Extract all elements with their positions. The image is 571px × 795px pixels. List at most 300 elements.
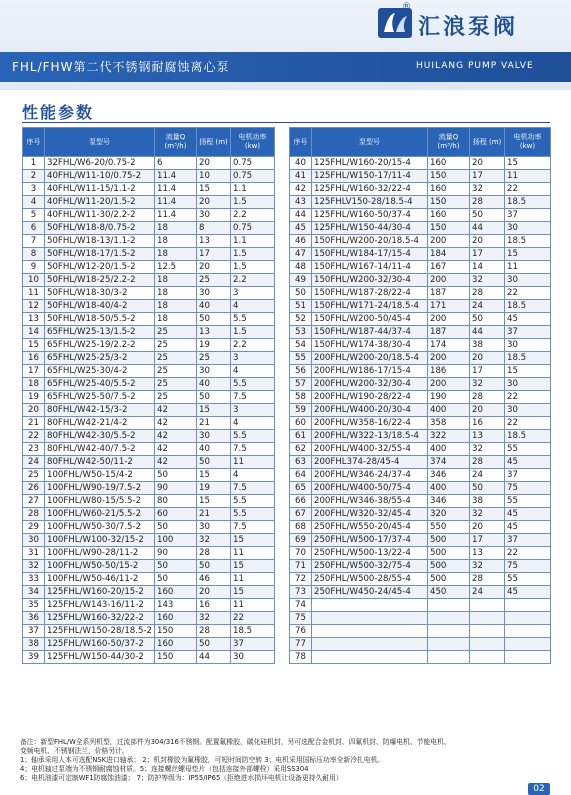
- table-cell: 28: [470, 196, 505, 209]
- table-cell: 24: [23, 456, 45, 469]
- table-cell: 46: [290, 235, 312, 248]
- table-row: [290, 599, 551, 612]
- product-title: FHL/FHW第二代不锈钢耐腐蚀离心泵: [12, 60, 230, 74]
- registered-mark: ®: [402, 2, 411, 12]
- table-cell: [428, 612, 470, 625]
- table-cell: 125FHLV150-28/18.5-4: [312, 196, 428, 209]
- table-cell: 100: [155, 534, 197, 547]
- table-row: [290, 651, 551, 664]
- table-cell: 200FHL/W320-32/45-4: [312, 508, 428, 521]
- table-cell: 22: [23, 430, 45, 443]
- table-row: [23, 183, 275, 196]
- table-cell: [428, 651, 470, 664]
- table-cell: 160: [428, 183, 470, 196]
- table-cell: 50: [155, 521, 197, 534]
- table-cell: 40FHL/W11-15/1.1-2: [45, 183, 155, 196]
- table-row: [23, 170, 275, 183]
- table-cell: 187: [428, 287, 470, 300]
- table-cell: 38: [470, 495, 505, 508]
- table-cell: 50: [155, 573, 197, 586]
- table-cell: 32: [470, 508, 505, 521]
- table-row: [290, 443, 551, 456]
- table-cell: 65: [290, 482, 312, 495]
- table-cell: 75: [290, 612, 312, 625]
- table-cell: 53: [290, 326, 312, 339]
- table-cell: 42: [290, 183, 312, 196]
- table-cell: 50: [290, 287, 312, 300]
- table-cell: 13: [197, 326, 231, 339]
- table-cell: 200FHL374-28/45-4: [312, 456, 428, 469]
- table-cell: 90: [155, 547, 197, 560]
- table-cell: 50FHL/W18-13/1.1-2: [45, 235, 155, 248]
- table-row: [290, 248, 551, 261]
- table-cell: 13: [470, 430, 505, 443]
- table-cell: 125FHL/W160-32/22-4: [312, 183, 428, 196]
- table-cell: 200FHL/W346-38/55-4: [312, 495, 428, 508]
- table-row: [290, 196, 551, 209]
- table-cell: 13: [197, 235, 231, 248]
- table-cell: 17: [197, 248, 231, 261]
- table-cell: 200FHL/W200-20/18.5-4: [312, 352, 428, 365]
- table-cell: 28: [470, 287, 505, 300]
- table-cell: 30: [197, 365, 231, 378]
- table-cell: 15: [197, 183, 231, 196]
- table-row: [23, 313, 275, 326]
- table-cell: 67: [290, 508, 312, 521]
- table-cell: 18.5: [505, 196, 551, 209]
- table-cell: 25: [155, 352, 197, 365]
- table-cell: 100FHL/W50-50/15-2: [45, 560, 155, 573]
- table-cell: 11: [23, 287, 45, 300]
- table-cell: 10: [197, 170, 231, 183]
- table-cell: 11.4: [155, 196, 197, 209]
- table-cell: 32: [23, 560, 45, 573]
- table-cell: 11.4: [155, 209, 197, 222]
- table-cell: 100FHL/W90-19/7.5-2: [45, 482, 155, 495]
- table-cell: 30: [197, 209, 231, 222]
- table-cell: 45: [505, 586, 551, 599]
- table-cell: 17: [23, 365, 45, 378]
- table-header-row: [290, 128, 551, 157]
- table-cell: 45: [505, 313, 551, 326]
- table-cell: 30: [505, 378, 551, 391]
- table-cell: 22: [505, 391, 551, 404]
- table-cell: 68: [290, 521, 312, 534]
- table-cell: 4: [231, 417, 275, 430]
- table-cell: 322: [428, 430, 470, 443]
- table-cell: [505, 599, 551, 612]
- table-cell: 190: [428, 391, 470, 404]
- column-header: 泵型号: [45, 128, 155, 157]
- table-row: [290, 404, 551, 417]
- table-cell: 125FHL/W143-16/11-2: [45, 599, 155, 612]
- table-cell: [505, 625, 551, 638]
- table-cell: 7.5: [231, 482, 275, 495]
- table-cell: 17: [470, 170, 505, 183]
- table-row: [290, 560, 551, 573]
- table-cell: 50FHL/W18-30/3-2: [45, 287, 155, 300]
- table-cell: 50: [197, 391, 231, 404]
- brand-name-en: HUILANG PUMP VALVE: [416, 61, 534, 71]
- table-cell: 2: [23, 170, 45, 183]
- table-row: [290, 378, 551, 391]
- table-row: [23, 222, 275, 235]
- table-cell: 15: [23, 339, 45, 352]
- table-cell: 69: [290, 534, 312, 547]
- table-cell: 60: [155, 508, 197, 521]
- table-cell: [428, 599, 470, 612]
- table-cell: 51: [290, 300, 312, 313]
- table-row: [290, 573, 551, 586]
- table-cell: 7: [23, 235, 45, 248]
- table-cell: 72: [290, 573, 312, 586]
- table-cell: 44: [197, 651, 231, 664]
- table-cell: 10: [23, 274, 45, 287]
- table-cell: 50: [470, 209, 505, 222]
- table-cell: 150: [155, 625, 197, 638]
- table-cell: 15: [231, 586, 275, 599]
- table-cell: 150: [155, 651, 197, 664]
- table-cell: 37: [231, 638, 275, 651]
- table-cell: 14: [23, 326, 45, 339]
- table-cell: 11: [505, 170, 551, 183]
- table-cell: 346: [428, 495, 470, 508]
- note-line: 4；电机轴过泵端为不锈钢耐腐蚀材质。5；连接螺丝螺母垫片（包括连接外部螺栓）采用SS304: [20, 765, 309, 773]
- table-header-row: [23, 128, 275, 157]
- table-cell: 250FHL/W500-13/22-4: [312, 547, 428, 560]
- table-cell: [312, 612, 428, 625]
- table-cell: 27: [23, 495, 45, 508]
- table-row: [23, 365, 275, 378]
- table-cell: 16: [197, 599, 231, 612]
- table-cell: 18: [155, 248, 197, 261]
- brand-logo-icon: [378, 8, 412, 38]
- table-cell: 11.4: [155, 183, 197, 196]
- table-cell: 11: [231, 456, 275, 469]
- table-cell: 30: [197, 521, 231, 534]
- table-row: [290, 612, 551, 625]
- table-cell: 32: [470, 443, 505, 456]
- table-cell: 28: [470, 391, 505, 404]
- table-row: [290, 170, 551, 183]
- table-cell: 18: [23, 378, 45, 391]
- table-row: [23, 508, 275, 521]
- table-cell: 20: [470, 157, 505, 170]
- table-cell: 52: [290, 313, 312, 326]
- table-cell: 50FHL/W18-17/1.5-2: [45, 248, 155, 261]
- table-row: [23, 573, 275, 586]
- table-cell: 9: [23, 261, 45, 274]
- table-cell: 55: [505, 495, 551, 508]
- table-cell: 22: [505, 417, 551, 430]
- table-cell: 200FHL/W400-50/75-4: [312, 482, 428, 495]
- table-cell: 400: [428, 482, 470, 495]
- table-cell: 18: [155, 222, 197, 235]
- table-cell: 37: [505, 534, 551, 547]
- table-cell: 50: [155, 560, 197, 573]
- table-cell: 30: [197, 287, 231, 300]
- table-cell: 5: [23, 209, 45, 222]
- table-cell: 21: [23, 417, 45, 430]
- table-cell: 25: [155, 339, 197, 352]
- table-row: [23, 625, 275, 638]
- table-cell: 3: [231, 352, 275, 365]
- table-cell: 11: [231, 547, 275, 560]
- table-row: [290, 547, 551, 560]
- table-cell: 56: [290, 365, 312, 378]
- table-cell: 37: [505, 209, 551, 222]
- table-cell: 18.5: [505, 430, 551, 443]
- table-cell: 4: [231, 469, 275, 482]
- table-row: [23, 378, 275, 391]
- table-cell: 125FHL/W150-28/18.5-2: [45, 625, 155, 638]
- table-row: [23, 157, 275, 170]
- table-cell: 66: [290, 495, 312, 508]
- table-row: [23, 196, 275, 209]
- table-cell: [505, 612, 551, 625]
- table-cell: 45: [290, 222, 312, 235]
- table-cell: 550: [428, 521, 470, 534]
- table-row: [290, 586, 551, 599]
- table-cell: 65FHL/W25-50/7.5-2: [45, 391, 155, 404]
- table-cell: 46: [197, 573, 231, 586]
- table-cell: 21: [197, 508, 231, 521]
- table-cell: 78: [290, 651, 312, 664]
- table-cell: 150FHL/W167-14/11-4: [312, 261, 428, 274]
- table-cell: 187: [428, 326, 470, 339]
- note-line: 变频电机、不锈钢法兰，价格另计。: [20, 747, 129, 755]
- table-cell: 184: [428, 248, 470, 261]
- table-row: [23, 534, 275, 547]
- table-cell: 25: [23, 469, 45, 482]
- table-cell: 42: [155, 456, 197, 469]
- note-line: 备注：新型FHL/W全系列机型，过流部件为304/316不锈钢。配置氟橡胶，碳化硅机封，另可选配合金机封、四氟机封、防爆电机、节能电机、: [20, 738, 451, 746]
- table-cell: 2.2: [231, 274, 275, 287]
- table-cell: 62: [290, 443, 312, 456]
- table-cell: 50FHL/W12-20/1.5-2: [45, 261, 155, 274]
- table-cell: 20: [470, 235, 505, 248]
- table-cell: 26: [23, 482, 45, 495]
- table-cell: 25: [155, 391, 197, 404]
- table-cell: 150FHL/W171-24/18.5-4: [312, 300, 428, 313]
- table-cell: 45: [505, 508, 551, 521]
- table-row: [290, 391, 551, 404]
- table-row: [23, 469, 275, 482]
- table-cell: 3: [23, 183, 45, 196]
- table-cell: 41: [290, 170, 312, 183]
- table-cell: 2.2: [231, 339, 275, 352]
- table-cell: 11: [231, 573, 275, 586]
- table-cell: 45: [505, 521, 551, 534]
- table-cell: [505, 638, 551, 651]
- table-cell: 38: [470, 339, 505, 352]
- table-cell: 65FHL/W25-25/3-2: [45, 352, 155, 365]
- table-cell: 125FHL/W150-44/30-2: [45, 651, 155, 664]
- table-cell: 39: [23, 651, 45, 664]
- table-row: [23, 495, 275, 508]
- table-cell: 374: [428, 456, 470, 469]
- table-cell: 38: [23, 638, 45, 651]
- table-cell: 15: [505, 365, 551, 378]
- table-cell: [470, 638, 505, 651]
- table-cell: 58: [290, 391, 312, 404]
- table-cell: 22: [505, 183, 551, 196]
- table-cell: 15: [231, 560, 275, 573]
- table-cell: 36: [23, 612, 45, 625]
- table-cell: 174: [428, 339, 470, 352]
- table-cell: 500: [428, 547, 470, 560]
- table-cell: 44: [470, 326, 505, 339]
- table-cell: 7.5: [231, 391, 275, 404]
- table-row: [23, 443, 275, 456]
- table-row: [290, 222, 551, 235]
- table-row: [23, 248, 275, 261]
- table-cell: 71: [290, 560, 312, 573]
- table-cell: [428, 625, 470, 638]
- table-row: [23, 651, 275, 664]
- column-header: 扬程 (m): [470, 128, 505, 157]
- table-row: [23, 235, 275, 248]
- table-cell: 200FHL/W186-17/15-4: [312, 365, 428, 378]
- table-cell: 1.1: [231, 183, 275, 196]
- table-cell: 125FHL/W160-20/15-2: [45, 586, 155, 599]
- table-cell: 7.5: [231, 443, 275, 456]
- table-cell: [312, 625, 428, 638]
- table-row: [290, 495, 551, 508]
- table-cell: 28: [197, 625, 231, 638]
- table-row: [290, 430, 551, 443]
- table-cell: 160: [155, 586, 197, 599]
- table-cell: 186: [428, 365, 470, 378]
- table-cell: 15: [231, 534, 275, 547]
- table-cell: 200FHL/W200-32/30-4: [312, 378, 428, 391]
- table-cell: 160: [428, 209, 470, 222]
- table-cell: 50: [197, 638, 231, 651]
- notes-block: [20, 738, 560, 783]
- table-cell: 160: [428, 157, 470, 170]
- table-cell: 200: [428, 378, 470, 391]
- table-row: [23, 404, 275, 417]
- table-cell: 33: [23, 573, 45, 586]
- column-header: 泵型号: [312, 128, 428, 157]
- table-cell: 125FHL/W150-44/30-4: [312, 222, 428, 235]
- table-cell: 19: [23, 391, 45, 404]
- table-cell: 30: [505, 404, 551, 417]
- table-cell: 75: [505, 482, 551, 495]
- table-row: [23, 339, 275, 352]
- table-cell: 20: [470, 521, 505, 534]
- table-cell: [470, 612, 505, 625]
- table-cell: 50: [197, 313, 231, 326]
- table-row: [290, 235, 551, 248]
- table-cell: 55: [290, 352, 312, 365]
- table-cell: 22: [231, 612, 275, 625]
- table-row: [290, 287, 551, 300]
- table-cell: 17: [470, 248, 505, 261]
- table-cell: 31: [23, 547, 45, 560]
- table-cell: 150: [428, 170, 470, 183]
- table-cell: 22: [505, 547, 551, 560]
- table-cell: 70: [290, 547, 312, 560]
- table-cell: 40: [197, 378, 231, 391]
- table-row: [23, 560, 275, 573]
- table-cell: [505, 651, 551, 664]
- table-row: [23, 417, 275, 430]
- table-row: [23, 482, 275, 495]
- table-cell: 5.5: [231, 495, 275, 508]
- table-cell: 200FHL/W346-24/37-4: [312, 469, 428, 482]
- table-cell: 80FHL/W42-30/5.5-2: [45, 430, 155, 443]
- table-cell: 150FHL/W187-44/37-4: [312, 326, 428, 339]
- table-cell: 100FHL/W100-32/15-2: [45, 534, 155, 547]
- table-row: [23, 352, 275, 365]
- page-header: [0, 0, 571, 90]
- table-cell: 8: [23, 248, 45, 261]
- table-cell: 28: [470, 456, 505, 469]
- table-row: [23, 456, 275, 469]
- table-cell: 50: [470, 482, 505, 495]
- table-cell: 19: [197, 482, 231, 495]
- table-cell: 125FHL/W160-32/22-2: [45, 612, 155, 625]
- table-cell: 450: [428, 586, 470, 599]
- table-row: [23, 391, 275, 404]
- table-row: [290, 534, 551, 547]
- table-cell: 5.5: [231, 508, 275, 521]
- table-row: [23, 638, 275, 651]
- table-cell: [470, 599, 505, 612]
- table-cell: 4: [23, 196, 45, 209]
- table-row: [23, 300, 275, 313]
- table-cell: 320: [428, 508, 470, 521]
- table-cell: 125FHL/W160-20/15-4: [312, 157, 428, 170]
- table-cell: 30: [231, 651, 275, 664]
- table-cell: 11: [505, 261, 551, 274]
- table-cell: [312, 638, 428, 651]
- table-cell: 400: [428, 443, 470, 456]
- table-cell: 57: [290, 378, 312, 391]
- table-cell: 73: [290, 586, 312, 599]
- table-cell: 200: [428, 274, 470, 287]
- table-cell: 37: [505, 326, 551, 339]
- table-cell: [312, 651, 428, 664]
- table-row: [290, 183, 551, 196]
- table-cell: 125FHL/W160-50/37-4: [312, 209, 428, 222]
- table-cell: 1.1: [231, 235, 275, 248]
- table-cell: 40: [197, 443, 231, 456]
- table-cell: 18: [155, 274, 197, 287]
- table-row: [290, 313, 551, 326]
- table-cell: 23: [23, 443, 45, 456]
- table-cell: 15: [505, 157, 551, 170]
- table-cell: 2.2: [231, 209, 275, 222]
- table-cell: 44: [470, 222, 505, 235]
- table-cell: 55: [505, 573, 551, 586]
- table-cell: 100FHL/W50-30/7.5-2: [45, 521, 155, 534]
- table-cell: 150: [428, 222, 470, 235]
- table-cell: 22: [505, 287, 551, 300]
- table-cell: 4: [231, 300, 275, 313]
- table-cell: 150: [428, 196, 470, 209]
- table-cell: 32: [197, 534, 231, 547]
- table-cell: 75: [505, 560, 551, 573]
- table-cell: 42: [155, 430, 197, 443]
- title-divider: [22, 122, 550, 123]
- table-cell: 15: [505, 248, 551, 261]
- table-cell: 42: [155, 443, 197, 456]
- page-number: 02: [528, 783, 550, 795]
- table-cell: 65FHL/W25-13/1.5-2: [45, 326, 155, 339]
- table-cell: 13: [23, 313, 45, 326]
